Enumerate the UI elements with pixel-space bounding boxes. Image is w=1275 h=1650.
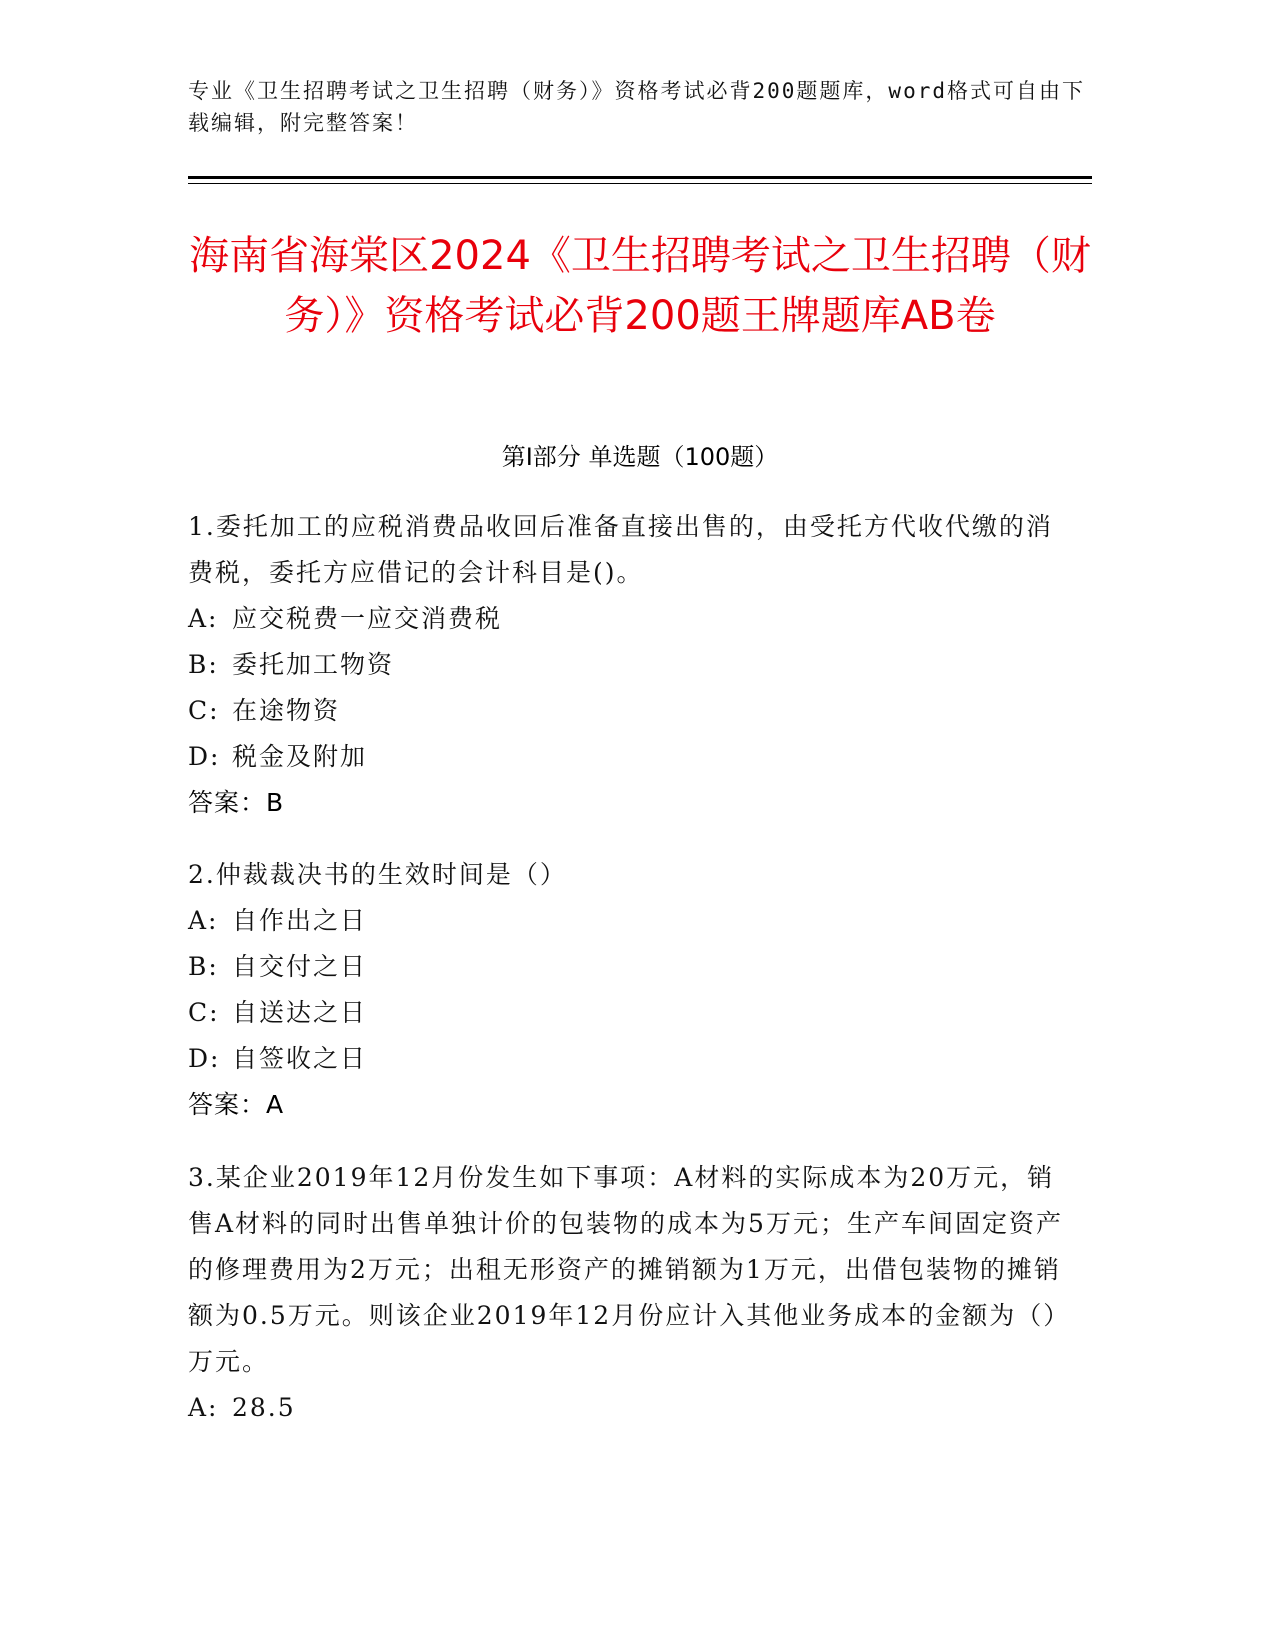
option-c xyxy=(188,688,1068,734)
option-text: 自作出之日 xyxy=(232,906,368,935)
question-stem: 2.仲裁裁决书的生效时间是（） xyxy=(188,860,567,889)
question-stem: 1.委托加工的应税消费品收回后准备直接出售的，由受托方代收代缴的消费税，委托方应借记的会计科目是()。 xyxy=(188,512,1053,587)
option-b xyxy=(188,642,1068,688)
option-a xyxy=(188,1385,1068,1431)
option-letter: A: xyxy=(188,604,219,633)
header-note: 专业《卫生招聘考试之卫生招聘（财务）》资格考试必背200题题库，word格式可自由下载编辑，附完整答案！ xyxy=(188,79,1085,135)
question-2 xyxy=(188,852,1068,1128)
answer-line: 答案：B xyxy=(188,788,285,817)
header-divider-thin xyxy=(188,183,1092,184)
option-text: 自送达之日 xyxy=(232,998,368,1027)
option-text: 税金及附加 xyxy=(232,742,368,771)
option-d xyxy=(188,734,1068,780)
document-title: 海南省海棠区2024《卫生招聘考试之卫生招聘（财务）》资格考试必背200题王牌题库AB卷 xyxy=(189,233,1091,339)
option-text: 自签收之日 xyxy=(232,1044,368,1073)
question-3 xyxy=(188,1155,1068,1431)
option-text: 应交税费一应交消费税 xyxy=(232,604,503,633)
option-text: 在途物资 xyxy=(232,696,341,725)
question-1 xyxy=(188,504,1068,826)
option-text: 自交付之日 xyxy=(232,952,368,981)
answer-line: 答案：A xyxy=(188,1090,285,1119)
option-b xyxy=(188,944,1068,990)
option-a xyxy=(188,596,1068,642)
question-stem: 3.某企业2019年12月份发生如下事项：A材料的实际成本为20万元，销售A材料的同时出售单独计价的包装物的成本为5万元；生产车间固定资产的修理费用为2万元；出租无形资产的摊销额为1万元，出借包装物的摊销额为0.5万元。则该企业2019年12月份应计入其他业务成本的金额为（）万元。 xyxy=(188,1163,1063,1376)
option-letter: B: xyxy=(188,952,219,981)
option-letter: D: xyxy=(188,1044,221,1073)
option-letter: D: xyxy=(188,742,221,771)
option-text: 委托加工物资 xyxy=(232,650,395,679)
option-c xyxy=(188,990,1068,1036)
option-letter: B: xyxy=(188,650,219,679)
header-divider-thick xyxy=(188,176,1092,179)
option-letter: C: xyxy=(188,998,220,1027)
option-letter: A: xyxy=(188,906,219,935)
option-text: 28.5 xyxy=(232,1393,296,1422)
option-d xyxy=(188,1036,1068,1082)
option-a xyxy=(188,898,1068,944)
option-letter: C: xyxy=(188,696,220,725)
option-letter: A: xyxy=(188,1393,219,1422)
section-heading: 第Ⅰ部分 单选题（100题） xyxy=(501,443,779,471)
